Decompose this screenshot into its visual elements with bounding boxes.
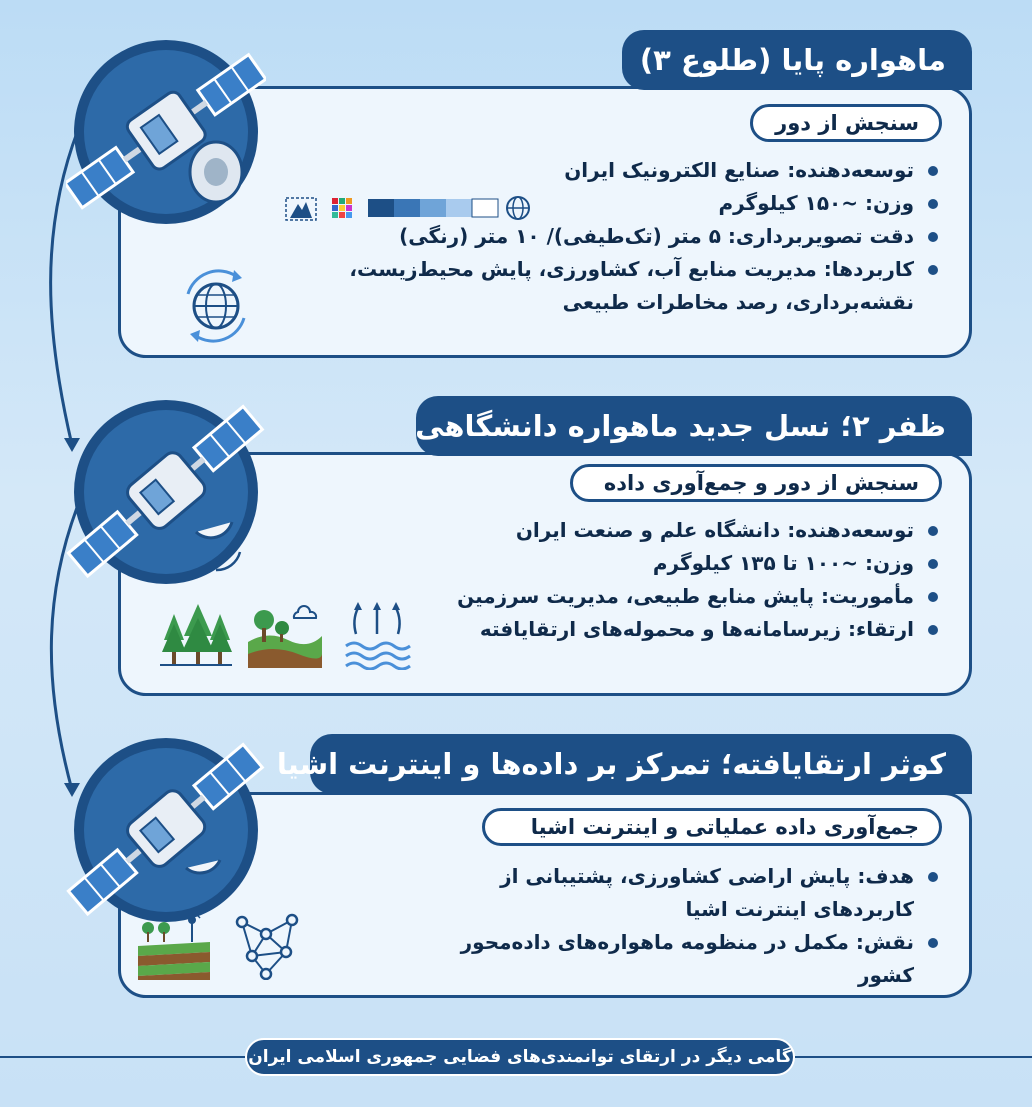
footer-line-left: [0, 1056, 245, 1058]
list-item: وزن: ~۱۵۰ کیلوگرم: [322, 187, 942, 220]
footer-banner: گامی دیگر در ارتقای توانمندی‌های فضایی جمهوری اسلامی ایران: [245, 1038, 795, 1076]
section2-list: [382, 514, 942, 646]
list-item: دقت تصویربرداری: ۵ متر (تک‌طیفی)/ ۱۰ متر (رنگی): [322, 220, 942, 253]
section1-title: ماهواره پایا (طلوع ۳): [622, 30, 972, 90]
globe-icon: [176, 266, 256, 346]
footer-line-right: [795, 1056, 1032, 1058]
list-item: مأموریت: پایش منابع طبیعی، مدیریت سرزمین: [382, 580, 942, 613]
water-evaporation-icon: [342, 600, 412, 670]
section1-subtitle: سنجش از دور: [750, 104, 942, 142]
forest-icon: [160, 600, 232, 670]
section3-subtitle: جمع‌آوری داده عملیاتی و اینترنت اشیا: [482, 808, 942, 846]
list-item: توسعه‌دهنده: دانشگاه علم و صنعت ایران: [382, 514, 942, 547]
landscape-icon: [248, 600, 322, 670]
list-item: ارتقاء: زیرسامانه‌ها و محموله‌های ارتقایافته: [382, 613, 942, 646]
globe-icon: [507, 197, 529, 219]
spectral-bands-icon: [284, 194, 534, 222]
section3-list: [402, 860, 942, 992]
list-item: وزن: ~۱۰۰ تا ۱۳۵ کیلوگرم: [382, 547, 942, 580]
section2-subtitle: سنجش از دور و جمع‌آوری داده: [570, 464, 942, 502]
satellite-icon: [66, 730, 266, 926]
section2-title: ظفر ۲؛ نسل جدید ماهواره دانشگاهی: [416, 396, 972, 456]
satellite-icon: [66, 32, 266, 228]
list-item: توسعه‌دهنده: صنایع الکترونیک ایران: [322, 154, 942, 187]
list-item: کاربردها: مدیریت منابع آب، کشاورزی، پایش محیط‌زیست، نقشه‌برداری، رصد مخاطرات طبیعی: [334, 253, 942, 319]
list-item: نقش: مکمل در منظومه ماهواره‌های داده‌محور کشور: [402, 926, 942, 992]
satellite-icon: [66, 392, 266, 588]
section1-list: [322, 154, 942, 319]
list-item: هدف: پایش اراضی کشاورزی، پشتیبانی از کاربردهای اینترنت اشیا: [474, 860, 942, 926]
section3-title: کوثر ارتقایافته؛ تمرکز بر داده‌ها و اینترنت اشیا: [310, 734, 972, 794]
